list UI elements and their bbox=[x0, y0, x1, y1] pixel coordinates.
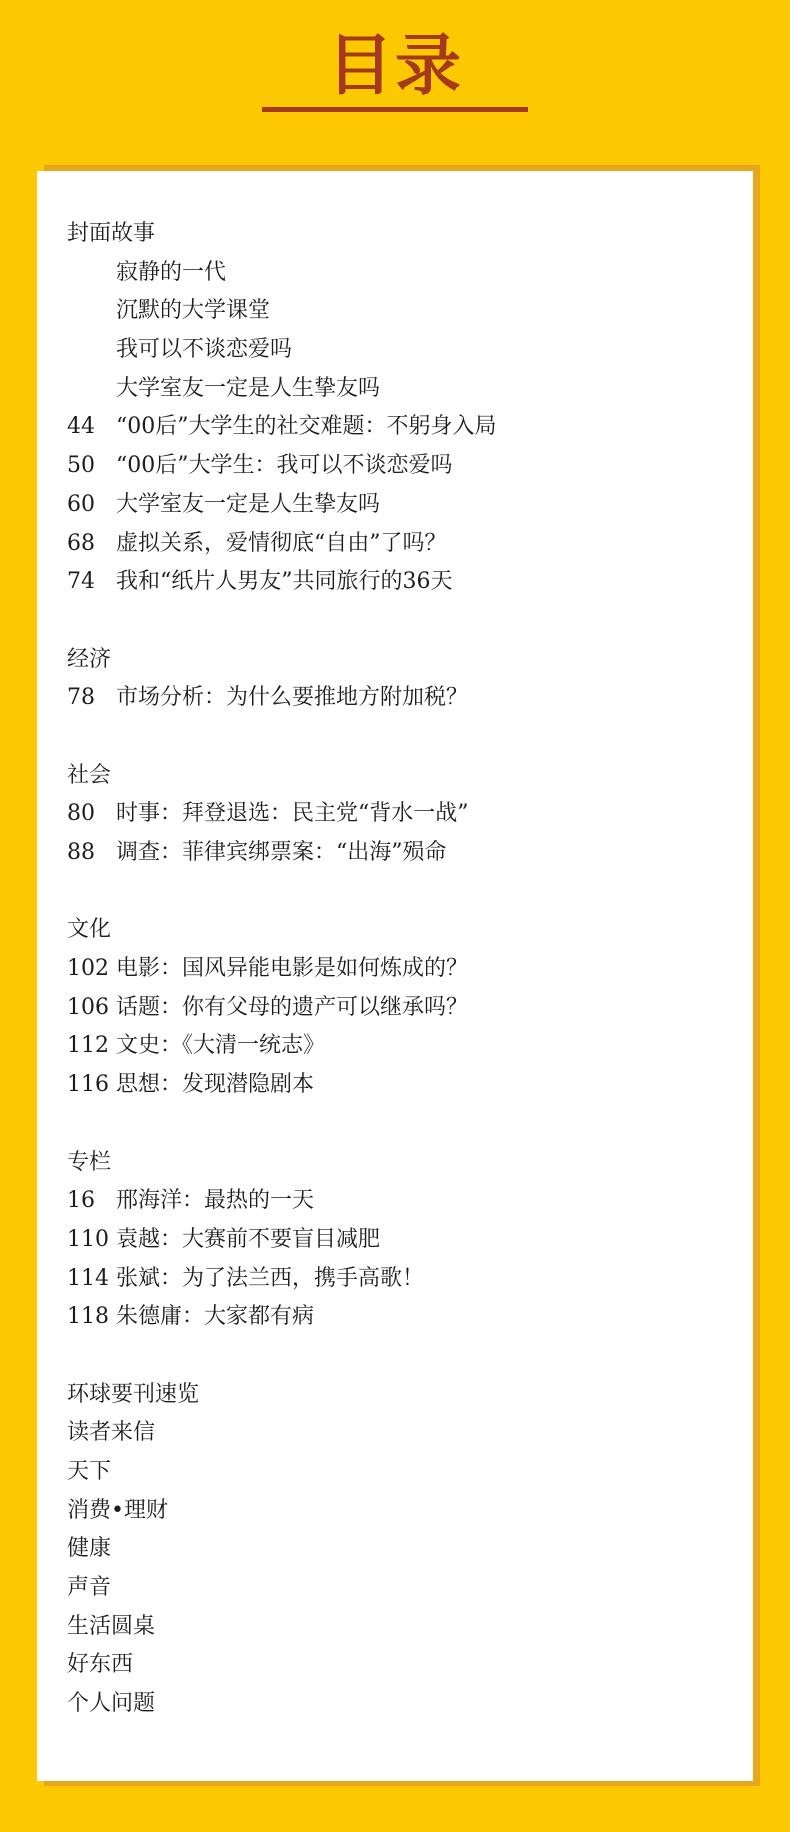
regular-section-item[interactable]: 健康 bbox=[67, 1536, 112, 1562]
entry-title: 调查：菲律宾绑票案：“出海”殒命 bbox=[116, 840, 447, 865]
toc-entry[interactable] bbox=[67, 1027, 687, 1066]
regular-section-item[interactable]: 个人问题 bbox=[67, 1691, 156, 1717]
regular-section-item[interactable]: 消费•理财 bbox=[67, 1497, 168, 1523]
entry-title: “00后”大学生的社交难题：不躬身入局 bbox=[116, 414, 497, 440]
section-spacer bbox=[67, 602, 687, 641]
section-spacer bbox=[67, 718, 687, 757]
cover-sub-item[interactable]: 我可以不谈恋爱吗 bbox=[116, 337, 293, 363]
section-heading-economy: 经济 bbox=[67, 646, 112, 672]
section-heading-cover-story: 封面故事 bbox=[67, 221, 156, 246]
section-heading-culture: 文化 bbox=[67, 917, 112, 943]
entry-title: 话题：你有父母的遗产可以继承吗？ bbox=[116, 994, 469, 1020]
page-number: 50 bbox=[67, 453, 95, 479]
entry-title: 大学室友一定是人生挚友吗 bbox=[116, 491, 381, 517]
page-number: 68 bbox=[67, 530, 95, 556]
toc-entry[interactable] bbox=[67, 1221, 687, 1260]
regular-section-item[interactable]: 天下 bbox=[67, 1459, 112, 1484]
entry-title: “00后”大学生：我可以不谈恋爱吗 bbox=[116, 453, 453, 479]
toc-entry[interactable] bbox=[67, 525, 687, 564]
entry-title: 文史：《大清一统志》 bbox=[116, 1033, 326, 1059]
page-number: 110 bbox=[67, 1226, 109, 1252]
toc-entry[interactable] bbox=[67, 1260, 687, 1299]
regular-section-item[interactable]: 读者来信 bbox=[67, 1420, 156, 1446]
toc-entry[interactable] bbox=[67, 989, 687, 1028]
toc-entry[interactable] bbox=[67, 795, 687, 834]
page-title: 目录 bbox=[327, 27, 463, 104]
section-spacer bbox=[67, 873, 687, 912]
entry-title: 虚拟关系，爱情彻底“自由”了吗？ bbox=[116, 530, 447, 556]
entry-title: 电影：国风异能电影是如何炼成的？ bbox=[116, 956, 469, 982]
entry-title: 时事：拜登退选：民主党“背水一战” bbox=[116, 801, 469, 827]
page-number: 112 bbox=[67, 1033, 109, 1059]
toc-entry[interactable] bbox=[67, 563, 687, 602]
cover-sub-item[interactable]: 大学室友一定是人生挚友吗 bbox=[116, 375, 381, 401]
toc-entry[interactable] bbox=[67, 950, 687, 989]
toc-entry[interactable] bbox=[67, 408, 687, 447]
entry-title: 市场分析：为什么要推地方附加税？ bbox=[116, 685, 469, 711]
regular-section-item[interactable]: 好东西 bbox=[67, 1652, 134, 1678]
page-number: 74 bbox=[67, 569, 95, 595]
page-number: 78 bbox=[67, 685, 95, 711]
section-heading-columns: 专栏 bbox=[67, 1149, 112, 1175]
toc-entry[interactable] bbox=[67, 447, 687, 486]
cover-sub-item[interactable]: 寂静的一代 bbox=[116, 259, 227, 285]
entry-title: 我和“纸片人男友”共同旅行的36天 bbox=[116, 569, 453, 595]
entry-title: 张斌：为了法兰西，携手高歌！ bbox=[116, 1265, 425, 1291]
page-number: 44 bbox=[67, 414, 95, 440]
entry-title: 思想：发现潜隐剧本 bbox=[116, 1072, 315, 1098]
toc-entry[interactable] bbox=[67, 1298, 687, 1337]
toc-entry[interactable] bbox=[67, 679, 687, 718]
regular-section-item[interactable]: 声音 bbox=[67, 1575, 112, 1601]
page-number: 88 bbox=[67, 840, 95, 865]
page-number: 118 bbox=[67, 1304, 109, 1330]
toc-entry[interactable] bbox=[67, 834, 687, 873]
page-number: 114 bbox=[67, 1265, 109, 1291]
page-number: 16 bbox=[67, 1188, 95, 1214]
section-heading-society: 社会 bbox=[67, 762, 112, 788]
toc-entry[interactable] bbox=[67, 486, 687, 525]
cover-sub-item[interactable]: 沉默的大学课堂 bbox=[116, 298, 271, 324]
table-of-contents bbox=[67, 215, 687, 1724]
toc-entry[interactable] bbox=[67, 1182, 687, 1221]
page-number: 60 bbox=[67, 491, 95, 517]
regular-section-item[interactable]: 生活圆桌 bbox=[67, 1613, 156, 1639]
section-spacer bbox=[67, 1105, 687, 1144]
page-number: 106 bbox=[67, 994, 109, 1020]
toc-entry[interactable] bbox=[67, 1066, 687, 1105]
page-number: 102 bbox=[67, 956, 109, 982]
title-underline bbox=[262, 107, 528, 112]
entry-title: 朱德庸：大家都有病 bbox=[116, 1304, 315, 1330]
page-number: 116 bbox=[67, 1072, 109, 1098]
page-number: 80 bbox=[67, 801, 95, 827]
regular-section-item[interactable]: 环球要刊速览 bbox=[67, 1381, 200, 1407]
entry-title: 邢海洋：最热的一天 bbox=[116, 1188, 315, 1214]
section-spacer bbox=[67, 1337, 687, 1376]
entry-title: 袁越：大赛前不要盲目减肥 bbox=[116, 1226, 381, 1252]
